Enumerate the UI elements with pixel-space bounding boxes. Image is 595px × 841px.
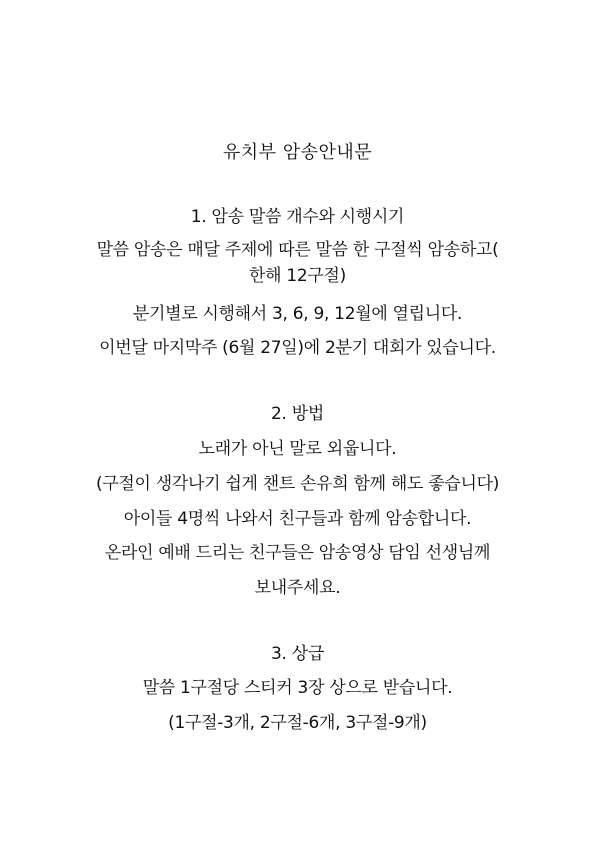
section-3-line-1: 말씀 1구절당 스티커 3장 상으로 받습니다. bbox=[142, 678, 453, 698]
section-2-line-1: 노래가 아닌 말로 외웁니다. bbox=[198, 439, 397, 459]
section-2-line-4: 온라인 예배 드리는 친구들은 암송영상 담임 선생님께 bbox=[104, 543, 491, 563]
section-1-line-3: 분기별로 시행해서 3, 6, 9, 12월에 열립니다. bbox=[132, 304, 463, 324]
section-3-line-2: (1구절-3개, 2구절-6개, 3구절-9개) bbox=[168, 713, 427, 733]
document-title: 유치부 암송안내문 bbox=[222, 142, 373, 163]
section-1-line-2: 한해 12구절) bbox=[249, 266, 346, 286]
section-1-heading: 1. 암송 말씀 개수와 시행시기 bbox=[190, 207, 405, 227]
section-2-line-5: 보내주세요. bbox=[254, 578, 341, 598]
section-3-heading: 3. 상급 bbox=[271, 644, 324, 664]
section-1-line-4: 이번달 마지막주 (6월 27일)에 2분기 대회가 있습니다. bbox=[99, 338, 496, 358]
section-1-line-1: 말씀 암송은 매달 주제에 따른 말씀 한 구절씩 암송하고( bbox=[96, 240, 499, 260]
section-2-heading: 2. 방법 bbox=[271, 404, 324, 424]
section-2-line-3: 아이들 4명씩 나와서 친구들과 함께 암송합니다. bbox=[123, 509, 472, 529]
section-2-line-2: (구절이 생각나기 쉽게 챈트 손유희 함께 해도 좋습니다) bbox=[95, 474, 500, 494]
